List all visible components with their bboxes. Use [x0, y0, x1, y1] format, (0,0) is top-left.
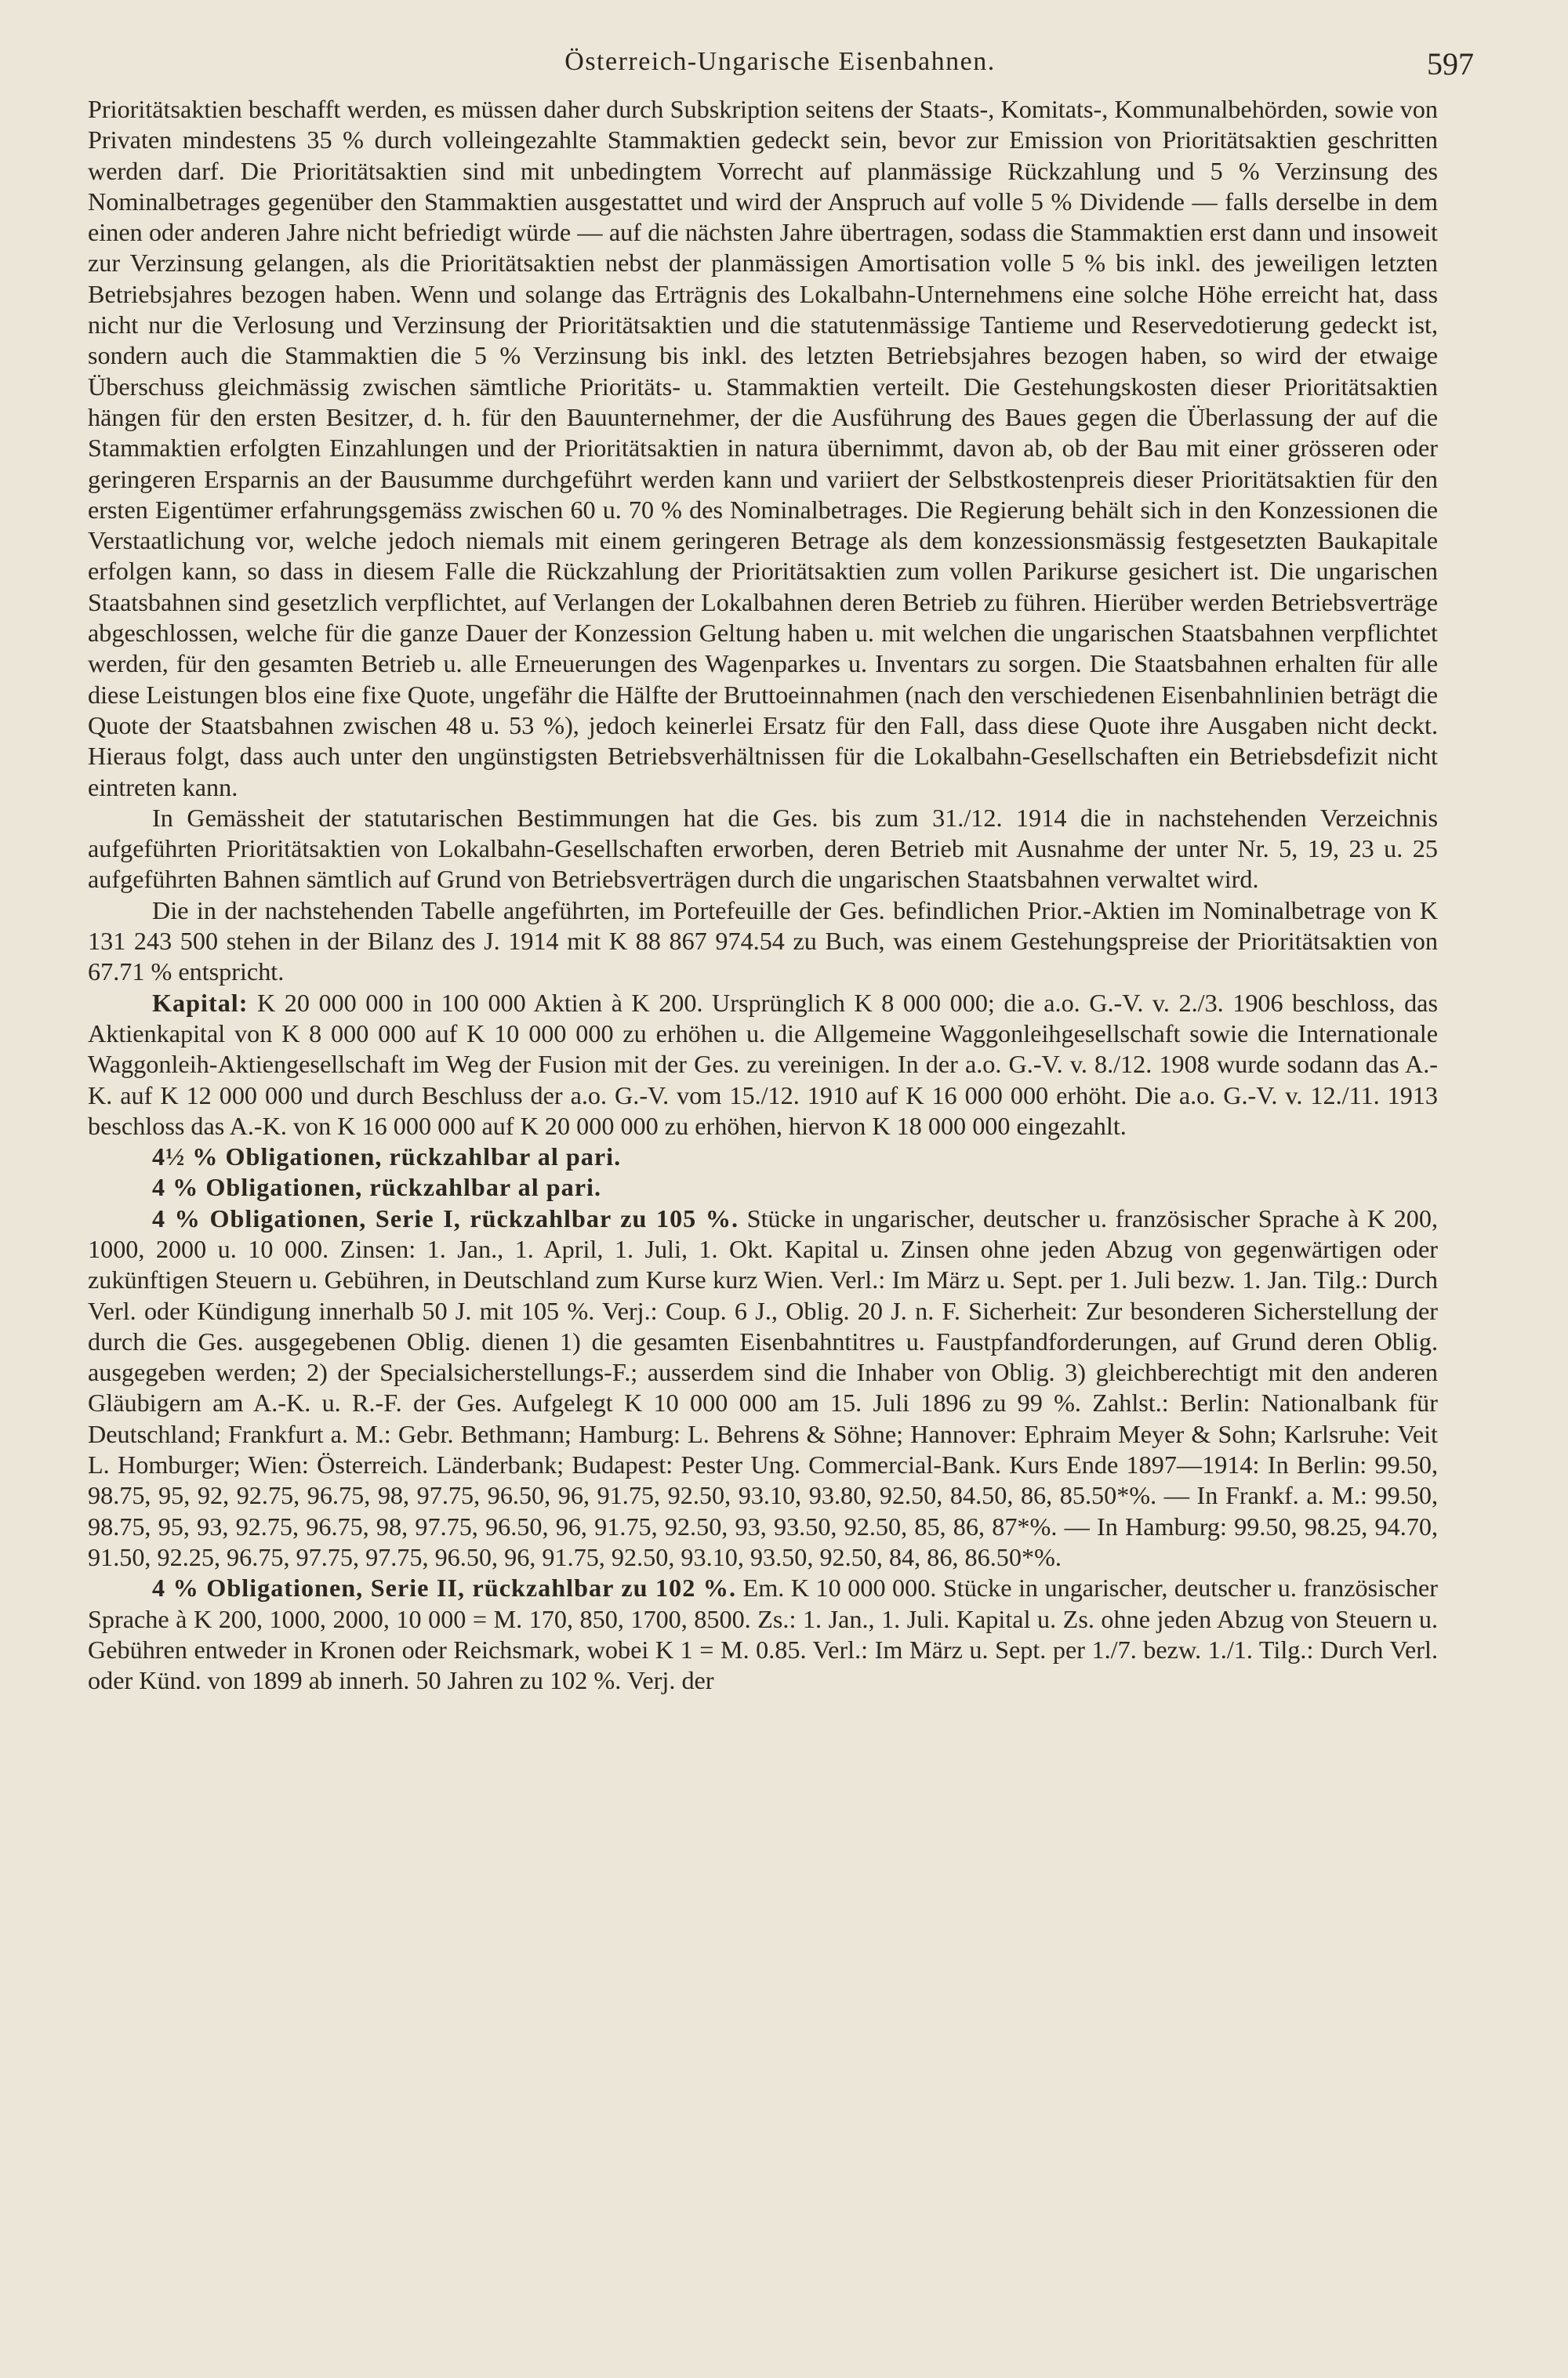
heading-obligationen-4-text: 4 % Obligationen, rückzahlbar al pari.	[152, 1173, 602, 1202]
paragraph-serie-2	[88, 1573, 1438, 1696]
kapital-text: K 20 000 000 in 100 000 Aktien à K 200. Ursprünglich K 8 000 000; die a.o. G.-V. v. 2./3. 1906 beschloss, das Aktienkapital von K 8 000 000 auf K 10 000 000 zu erhöhen u. die Allgemeine Waggonleihgesellschaft sowie die Internationale Waggonleih-Aktiengesellschaft im Weg der Fusion mit der Ges. zu vereinigen. In der a.o. G.-V. v. 8./12. 1908 wurde sodann das A.-K. auf K 12 000 000 und durch Beschluss der a.o. G.-V. vom 15./12. 1910 auf K 16 000 000 erhöht. Die a.o. G.-V. v. 12./11. 1913 beschloss das A.-K. von K 16 000 000 auf K 20 000 000 zu erhöhen, hiervon K 18 000 000 eingezahlt.	[88, 988, 1438, 1140]
paragraph-serie-1	[88, 1204, 1438, 1574]
serie-2-text: Em. K 10 000 000. Stücke in ungarischer, deutscher u. französischer Sprache à K 200, 1000, 2000, 10 000 = M. 170, 850, 1700, 8500. Zs.: 1. Jan., 1. Juli. Kapital u. Zs. ohne jeden Abzug von Steuern u. Gebühren entweder in Kronen oder Reichsmark, wobei K 1 = M. 0.85. Verl.: Im März u. Sept. per 1./7. bezw. 1./1. Tilg.: Durch Verl. oder Künd. von 1899 ab innerh. 50 Jahren zu 102 %. Verj. der	[88, 1574, 1438, 1695]
serie-2-label: 4 % Obligationen, Serie II, rückzahlbar zu 102 %.	[152, 1574, 737, 1603]
heading-obligationen-4	[88, 1172, 1438, 1203]
heading-obligationen-4-5	[88, 1142, 1438, 1172]
serie-1-label: 4 % Obligationen, Serie I, rückzahlbar zu 105 %.	[152, 1204, 739, 1233]
running-head: Österreich-Ungarische Eisenbahnen.	[564, 47, 996, 76]
paragraph-kapital	[88, 988, 1438, 1142]
paragraph-prioritaetsaktien: Prioritätsaktien beschafft werden, es müssen daher durch Subskription seitens der Staats-, Komitats-, Kommunalbehörden, sowie von Privaten mindestens 35 % durch volleingezahlte Stammaktien gedeckt sein, bevor zur Emission von Prioritätsaktien geschritten werden darf. Die Prioritätsaktien sind mit unbedingtem Vorrecht auf planmässige Rückzahlung und 5 % Verzinsung des Nominalbetrages gegenüber den Stammaktien ausgestattet und wird der Anspruch auf volle 5 % Dividende — falls derselbe in dem einen oder anderen Jahre nicht befriedigt würde — auf die nächsten Jahre übertragen, sodass die Stammaktien erst dann und insoweit zur Verzinsung gelangen, als die Prioritätsaktien nebst der planmässigen Amortisation volle 5 % bis inkl. des jeweiligen letzten Betriebsjahres bezogen haben. Wenn und solange das Erträgnis des Lokalbahn-Unternehmens eine solche Höhe erreicht hat, dass nicht nur die Verlosung und Verzinsung der Prioritätsaktien und die statutenmässige Tantieme und Reservedotierung gedeckt ist, sondern auch die Stammaktien die 5 % Verzinsung bis inkl. des letzten Betriebsjahres bezogen haben, so wird der etwaige Überschuss gleichmässig zwischen sämtliche Prioritäts- u. Stammaktien verteilt. Die Gestehungskosten dieser Prioritätsaktien hängen für den ersten Besitzer, d. h. für den Bauunternehmer, der die Ausführung des Baues gegen die Überlassung der auf die Stammaktien erfolgten Einzahlungen und der Prioritätsaktien in natura übernimmt, davon ab, ob der Bau mit einer grösseren oder geringeren Ersparnis an der Bausumme durchgeführt werden kann und variiert der Selbstkostenpreis dieser Prioritätsaktien für den ersten Eigentümer erfahrungsgemäss zwischen 60 u. 70 % des Nominalbetrages. Die Regierung behält sich in den Konzessionen die Verstaatlichung vor, welche jedoch niemals mit einem geringeren Betrage als dem konzessionsmässig festgesetzten Baukapitale erfolgen kann, so dass in diesem Falle die Rückzahlung der Prioritätsaktien zum vollen Parikurse gesichert ist. Die ungarischen Staatsbahnen sind gesetzlich verpflichtet, auf Verlangen der Lokalbahnen deren Betrieb zu führen. Hierüber werden Betriebsverträge abgeschlossen, welche für die ganze Dauer der Konzession Geltung haben u. mit welchen die ungarischen Staatsbahnen verpflichtet werden, für den gesamten Betrieb u. alle Erneuerungen des Wagenparkes u. Inventars zu sorgen. Die Staatsbahnen erhalten für alle diese Leistungen blos eine fixe Quote, ungefähr die Hälfte der Bruttoeinnahmen (nach den verschiedenen Eisenbahnlinien beträgt die Quote der Staatsbahnen zwischen 48 u. 53 %), jedoch keinerlei Ersatz für den Fall, dass diese Quote ihre Ausgaben nicht deckt. Hieraus folgt, dass auch unter den ungünstigsten Betriebsverhältnissen für die Lokalbahn-Gesellschaften ein Betriebsdefizit nicht eintreten kann.	[88, 95, 1438, 801]
paragraph-portefeuille: Die in der nachstehenden Tabelle angeführten, im Portefeuille der Ges. befindlichen Prior.-Aktien im Nominalbetrage von K 131 243 500 stehen in der Bilanz des J. 1914 mit K 88 867 974.54 zu Buch, was einem Gestehungspreise der Prioritätsaktien von 67.71 % entspricht.	[88, 895, 1438, 986]
paragraph-erworbene-aktien: In Gemässheit der statutarischen Bestimmungen hat die Ges. bis zum 31./12. 1914 die in nachstehenden Verzeichnis aufgeführten Prioritätsaktien von Lokalbahn-Gesellschaften erworben, deren Betrieb mit Ausnahme der unter Nr. 5, 19, 23 u. 25 aufgeführten Bahnen sämtlich auf Grund von Betriebsverträgen durch die ungarischen Staatsbahnen verwaltet wird.	[88, 803, 1438, 894]
page-header	[86, 47, 1474, 86]
heading-obligationen-4-5-text: 4½ % Obligationen, rückzahlbar al pari.	[152, 1142, 622, 1171]
serie-1-text: Stücke in ungarischer, deutscher u. französischer Sprache à K 200, 1000, 2000 u. 10 000. Zinsen: 1. Jan., 1. April, 1. Juli, 1. Okt. Kapital u. Zinsen ohne jeden Abzug von gegenwärtigen oder zukünftigen Steuern u. Gebühren, in Deutschland zum Kurse kurz Wien. Verl.: Im März u. Sept. per 1. Juli bezw. 1. Jan. Tilg.: Durch Verl. oder Kündigung innerhalb 50 J. mit 105 %. Verj.: Coup. 6 J., Oblig. 20 J. n. F. Sicherheit: Zur besonderen Sicherstellung der durch die Ges. ausgegebenen Oblig. dienen 1) die gesamten Eisenbahntitres u. Faustpfandforderungen, auf Grund deren Oblig. ausgegeben werden; 2) der Specialsicherstellungs-F.; ausserdem sind die Inhaber von Oblig. 3) gleichberechtigt mit den anderen Gläubigern am A.-K. u. R.-F. der Ges. Aufgelegt K 10 000 000 am 15. Juli 1896 zu 99 %. Zahlst.: Berlin: Nationalbank für Deutschland; Frankfurt a. M.: Gebr. Bethmann; Hamburg: L. Behrens & Söhne; Hannover: Ephraim Meyer & Sohn; Karlsruhe: Veit L. Homburger; Wien: Österreich. Länderbank; Budapest: Pester Ung. Commercial-Bank. Kurs Ende 1897—1914: In Berlin: 99.50, 98.75, 95, 92, 92.75, 96.75, 98, 97.75, 96.50, 96, 91.75, 92.50, 93.10, 93.80, 92.50, 84.50, 86, 85.50*%. — In Frankf. a. M.: 99.50, 98.75, 95, 93, 92.75, 96.75, 98, 97.75, 96.50, 96, 91.75, 92.50, 93, 93.50, 92.50, 85, 86, 87*%. — In Hamburg: 99.50, 98.25, 94.70, 91.50, 92.25, 96.75, 97.75, 97.75, 96.50, 96, 91.75, 92.50, 93.10, 93.50, 92.50, 84, 86, 86.50*%.	[88, 1204, 1438, 1571]
kapital-label: Kapital:	[152, 988, 249, 1017]
page-number: 597	[1427, 46, 1474, 82]
page-body	[88, 94, 1438, 1696]
